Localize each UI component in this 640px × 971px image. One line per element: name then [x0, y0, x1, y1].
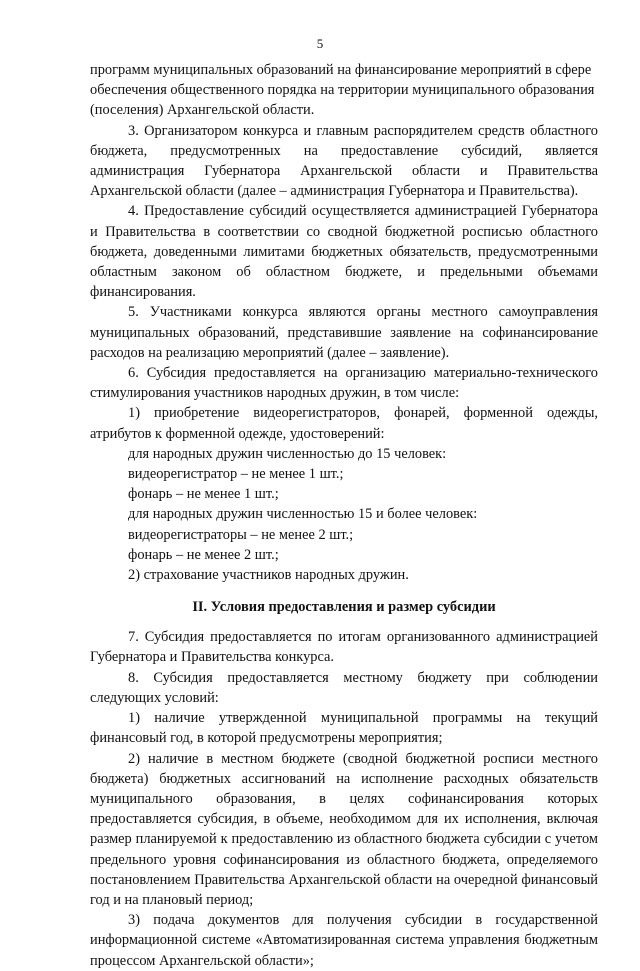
list-line: фонарь – не менее 2 шт.;: [128, 546, 279, 563]
list-line: видеорегистраторы – не менее 2 шт.;: [128, 526, 354, 543]
subitem-6-2: 2) страхование участников народных дружин.: [128, 567, 409, 584]
list-line: видеорегистратор – не менее 1 шт.;: [128, 466, 344, 483]
subitem-8-3: 3) подача документов для получения субсидии в государственной информационной системе «Автоматизированная система управления бюджетным процессом Архангельской области»;: [90, 912, 598, 969]
subitem-8-1: 1) наличие утвержденной муниципальной программы на текущий финансовый год, в которой предусмотрены мероприятия;: [90, 710, 598, 747]
paragraph-item-7: 7. Субсидия предоставляется по итогам организованного администрацией Губернатора и Правительства конкурса.: [90, 629, 598, 666]
paragraph-item-4: 4. Предоставление субсидий осуществляется администрацией Губернатора и Правительства в соответствии со сводной бюджетной росписью областного бюджета, доведенными лимитами бюджетных обязательств, предусмотренными областным законом об областном бюджете, и предельными объемами финансирования.: [90, 203, 598, 301]
paragraph-item-3: 3. Организатором конкурса и главным распорядителем средств областного бюджета, предусмотренных на предоставление субсидий, является администрация Губернатора Архангельской области и Правительства Архангельской области (далее – администрация Губернатора и Правительства).: [90, 122, 598, 200]
paragraph-item-8: 8. Субсидия предоставляется местному бюджету при соблюдении следующих условий:: [90, 669, 598, 706]
paragraph-continuation: программ муниципальных образований на финансирование мероприятий в сфере обеспечения общественного порядка на территории муниципального образования (поселения) Архангельской области.: [90, 62, 595, 119]
subitem-6-1: 1) приобретение видеорегистраторов, фонарей, форменной одежды, атрибутов к форменной одежде, удостоверений:: [90, 405, 598, 442]
list-line: для народных дружин численностью 15 и более человек:: [128, 506, 478, 523]
list-line: для народных дружин численностью до 15 человек:: [128, 445, 447, 462]
paragraph-item-6: 6. Субсидия предоставляется на организацию материально-технического стимулирования участников народных дружин, в том числе:: [90, 365, 598, 402]
list-line: фонарь – не менее 1 шт.;: [128, 486, 279, 503]
page-number: 5: [316, 36, 324, 51]
document-body: [90, 60, 598, 971]
section-heading: II. Условия предоставления и размер субсидии: [192, 599, 496, 616]
paragraph-item-5: 5. Участниками конкурса являются органы местного самоуправления муниципальных образований, представившие заявление на софинансирование расходов на реализацию мероприятий (далее – заявление).: [90, 304, 598, 361]
subitem-8-2: 2) наличие в местном бюджете (сводной бюджетной росписи местного бюджета) бюджетных ассигнований на исполнение расходных обязательств муниципального образования, в целях софинансирования которых предоставляется субсидия, в объеме, необходимом для их исполнения, включая размер планируемой к предоставлению из областного бюджета субсидии с учетом предельного уровня софинансирования из областного бюджета, определяемого постановлением Правительства Архангельской области на очередной финансовый год и на плановый период;: [90, 750, 598, 908]
